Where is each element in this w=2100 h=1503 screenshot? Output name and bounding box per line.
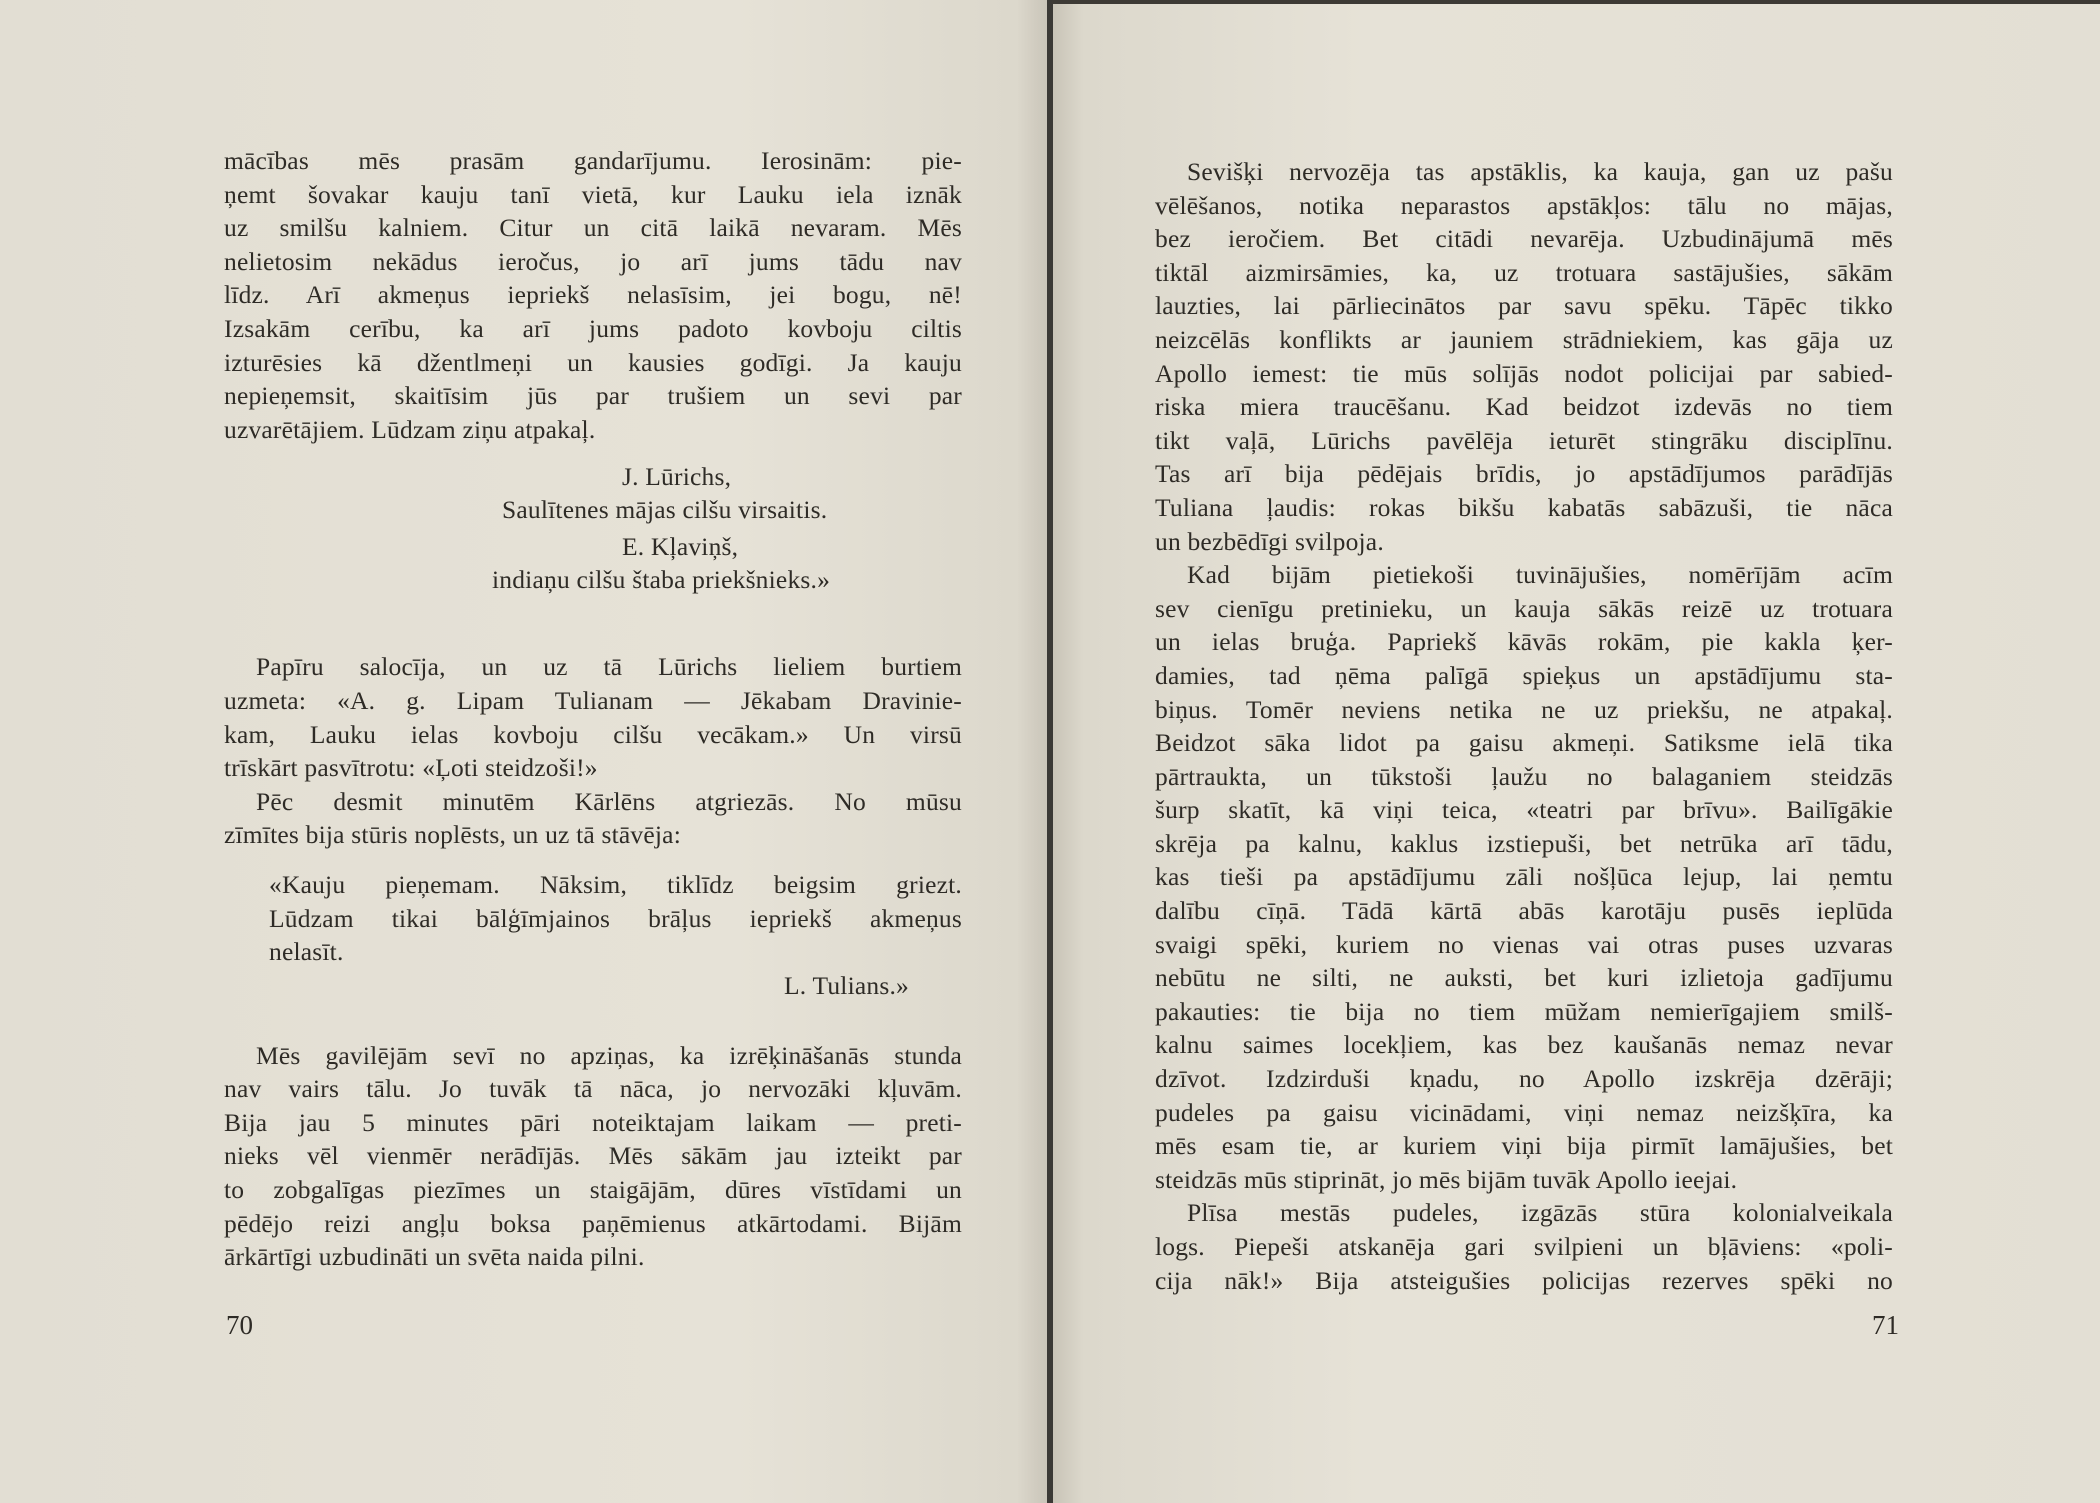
- paragraph: [224, 650, 962, 784]
- text-line: cija nāk!» Bija atsteigušies policijas rezerves spēki no: [1155, 1265, 1893, 1295]
- left-page: [0, 0, 1048, 1503]
- text-line: nav vairs tālu. Jo tuvāk tā nāca, jo nervozāki kļuvām.: [224, 1074, 962, 1104]
- right-page-text: [1155, 155, 1893, 1297]
- text-line: svaigi spēki, kuriem no vienas vai otras puses uzvaras: [1155, 929, 1893, 959]
- text-line: nebūtu ne silti, ne auksti, bet kuri izlietoja gadījumu: [1155, 963, 1893, 993]
- text-line: dzīvot. Izdzirduši kņadu, no Apollo izskrēja dzērāji;: [1155, 1064, 1893, 1094]
- text-line: mācības mēs prasām gandarījumu. Ierosinām: pie-: [224, 146, 962, 175]
- text-line: Papīru salocīja, un uz tā Lūrichs lieliem burtiem: [256, 652, 962, 682]
- text-line: pakauties: tie bija no tiem mūžam nemierīgajiem smilš-: [1155, 996, 1893, 1026]
- text-line: mēs esam tie, ar kuriem viņi bija pirmīt lamājušies, bet: [1155, 1131, 1893, 1161]
- text-line: Beidzot sāka lidot pa gaisu akmeņi. Satiksme ielā tika: [1155, 728, 1893, 758]
- right-page: [1052, 0, 2100, 1503]
- signature-title: indiaņu cilšu štaba priekšnieks.»: [492, 565, 831, 595]
- paragraph: [224, 785, 962, 852]
- text-line: damies, tad ņēma palīgā spieķus un apstādījumu sta-: [1155, 660, 1893, 690]
- book-gutter: [1047, 0, 1053, 1503]
- text-line: Lūdzam tikai bālģīmjainos brāļus iepriekš akmeņus: [269, 903, 962, 933]
- text-line: kas tieši pa apstādījumu zāli nošļūca lejup, lai ņemtu: [1155, 862, 1893, 892]
- text-line: bez ieročiem. Bet citādi nevarēja. Uzbudinājumā mēs: [1155, 224, 1893, 254]
- reply-signature: L. Tulians.»: [784, 970, 909, 1000]
- text-line: neizcēlās konflikts ar jauniem strādniekiem, kas gāja uz: [1155, 324, 1893, 354]
- reply-note: [224, 868, 962, 969]
- text-line: vēlēšanos, notika neparastos apstākļos: tālu no mājas,: [1155, 190, 1893, 220]
- text-line: nelasīt.: [269, 937, 344, 967]
- text-line: nelietosim nekādus ieročus, jo arī jums tādu nav: [224, 246, 962, 276]
- left-page-text: [224, 144, 962, 1274]
- text-line: Izsakām cerību, ka arī jums padoto kovboju ciltis: [224, 313, 962, 343]
- text-line: uzvarētājiem. Lūdzam ziņu atpakaļ.: [224, 414, 596, 444]
- text-line: izturēsies kā džentlmeņi un kausies godīgi. Ja kauju: [224, 347, 962, 377]
- signature-name: J. Lūrichs,: [622, 462, 732, 492]
- text-line: tiktāl aizmirsāmies, ka, uz trotuara sastājušies, sākām: [1155, 257, 1893, 287]
- text-line: Mēs gavilējām sevī no apziņas, ka izrēķināšanās stunda: [256, 1040, 962, 1070]
- letter-signatures: [224, 446, 962, 614]
- text-line: to zobgalīgas piezīmes un staigājām, dūres vīstīdami un: [224, 1175, 962, 1205]
- text-line: steidzās mūs stiprināt, jo mēs bijām tuvāk Apollo ieejai.: [1155, 1164, 1738, 1194]
- signature-title: Saulītenes mājas cilšu virsaitis.: [502, 495, 828, 525]
- page-number: 71: [1872, 1310, 1899, 1340]
- text-line: šurp skatīt, kā viņi teica, «teatri par brīvu». Bailīgākie: [1155, 795, 1893, 825]
- text-line: nepieņemsit, skaitīsim jūs par trušiem un sevi par: [224, 381, 962, 411]
- text-line: kam, Lauku ielas kovboju cilšu vecākam.» Un virsū: [224, 719, 962, 749]
- signature-name: E. Kļaviņš,: [622, 532, 739, 562]
- text-line: trīskārt pasvītrotu: «Ļoti steidzoši!»: [224, 753, 598, 783]
- text-line: pēdējo reizi angļu boksa paņēmienus atkārtodami. Bijām: [224, 1208, 962, 1238]
- text-line: Tuliana ļaudis: rokas bikšu kabatās sabāzuši, tie nāca: [1155, 492, 1893, 522]
- letter-text: [224, 144, 962, 446]
- text-line: logs. Piepeši atskanēja gari svilpieni un bļāviens: «poli-: [1155, 1232, 1893, 1261]
- text-line: pārtraukta, un tūkstoši ļaužu no balaganiem steidzās: [1155, 761, 1893, 791]
- text-line: skrēja pa kalnu, kaklus izstiepuši, bet netrūka arī tādu,: [1155, 828, 1893, 858]
- paragraph: [1155, 558, 1893, 1196]
- text-line: un ielas bruģa. Papriekš kāvās rokām, pie kakla ķer-: [1155, 627, 1893, 657]
- text-line: ārkārtīgi uzbudināti un svēta naida pilni.: [224, 1242, 645, 1272]
- text-line: Pēc desmit minutēm Kārlēns atgriezās. No mūsu: [256, 786, 962, 816]
- reply-signature-row: [224, 969, 962, 1009]
- text-line: biņus. Tomēr neviens netika ne uz priekšu, ne atpakaļ.: [1155, 694, 1893, 724]
- paragraph: [1155, 155, 1893, 558]
- text-line: «Kauju pieņemam. Nāksim, tiklīdz beigsim griezt.: [269, 869, 962, 899]
- text-line: uz smilšu kalniem. Citur un citā laikā nevaram. Mēs: [224, 213, 962, 243]
- text-line: Kad bijām pietiekoši tuvinājušies, nomērījām acīm: [1187, 560, 1893, 590]
- text-line: dalību cīņā. Tādā kārtā abās karotāju pusēs ieplūda: [1155, 896, 1893, 926]
- page-edge: [1052, 0, 2100, 4]
- paragraph: [224, 1039, 962, 1274]
- text-line: Bija jau 5 minutes pāri noteiktajam laikam — preti-: [224, 1107, 962, 1137]
- text-line: Tas arī bija pēdējais brīdis, jo apstādījumos parādījās: [1155, 459, 1893, 489]
- text-line: zīmītes bija stūris noplēsts, un uz tā stāvēja:: [224, 820, 681, 850]
- text-line: un bezbēdīgi svilpoja.: [1155, 526, 1384, 556]
- text-line: riska miera traucēšanu. Kad beidzot izdevās no tiem: [1155, 392, 1893, 422]
- text-line: ņemt šovakar kauju tanī vietā, kur Lauku iela iznāk: [224, 179, 962, 209]
- text-line: kalnu saimes locekļiem, kas bez kaušanās nemaz nevar: [1155, 1030, 1893, 1060]
- text-line: tikt vaļā, Lūrichs pavēlēja ieturēt stingrāku disciplīnu.: [1155, 425, 1893, 455]
- text-line: lauzties, lai pārliecinātos par savu spēku. Tāpēc tikko: [1155, 291, 1893, 321]
- text-line: nieks vēl vienmēr nerādījās. Mēs sākām jau izteikt par: [224, 1141, 962, 1171]
- text-line: pudeles pa gaisu vicinādami, viņi nemaz neizšķīra, ka: [1155, 1097, 1893, 1127]
- text-line: Apollo iemest: tie mūs solījās nodot policijai par sabied-: [1155, 358, 1893, 388]
- page-number: 70: [226, 1310, 253, 1340]
- text-line: Sevišķi nervozēja tas apstāklis, ka kauja, gan uz pašu: [1187, 157, 1893, 186]
- text-line: līdz. Arī akmeņus iepriekš nelasīsim, jei bogu, nē!: [224, 280, 962, 310]
- paragraph: [1155, 1196, 1893, 1297]
- text-line: Plīsa mestās pudeles, izgāzās stūra kolonialveikala: [1187, 1198, 1893, 1228]
- text-line: uzmeta: «A. g. Lipam Tulianam — Jēkabam Dravinie-: [224, 685, 962, 715]
- text-line: sev cienīgu pretinieku, un kauja sākās reizē uz trotuara: [1155, 593, 1893, 623]
